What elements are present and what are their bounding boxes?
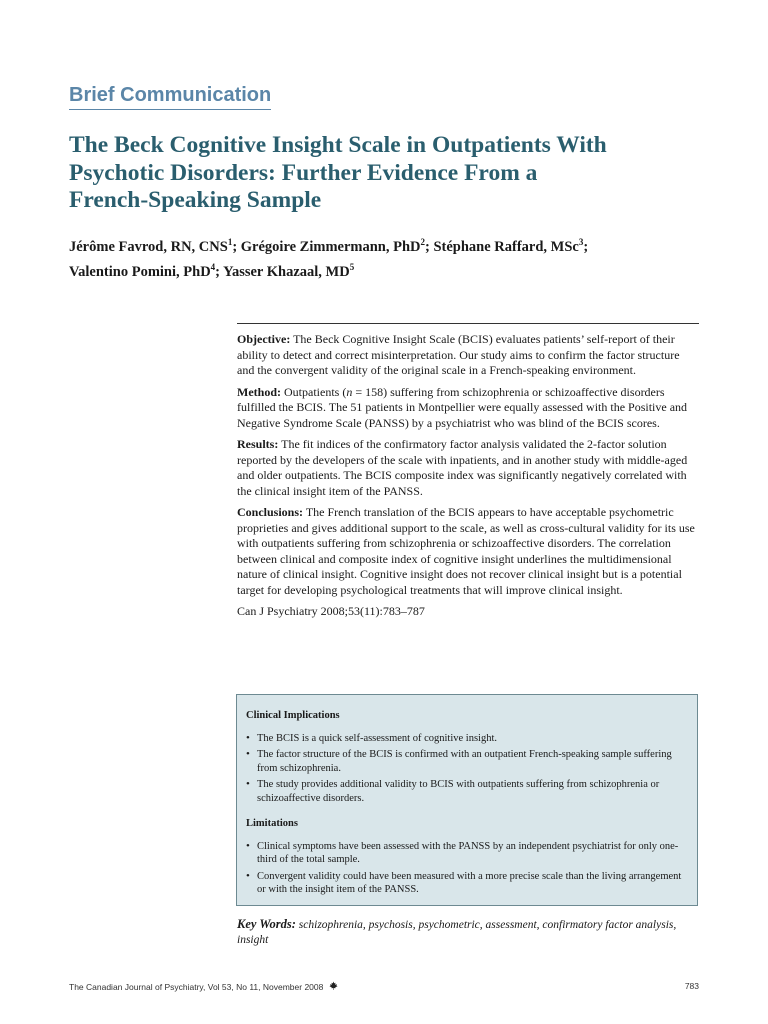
affiliation-marker: 5 bbox=[349, 261, 355, 272]
author-name: Jérôme Favrod, RN, CNS bbox=[69, 238, 228, 255]
implications-heading: Clinical Implications bbox=[246, 710, 340, 721]
page-number: 783 bbox=[684, 981, 699, 991]
abstract-text: The Beck Cognitive Insight Scale (BCIS) evaluates patients’ self-report of their ability to detect and correct misinterpretation. Our study aims to confirm the factor structure and the convergent validity of the original scale in a French-speaking environment. bbox=[237, 332, 680, 377]
author-name: Valentino Pomini, PhD bbox=[69, 263, 211, 280]
footer-journal bbox=[69, 981, 338, 993]
affiliation-marker: 2 bbox=[420, 237, 426, 247]
keywords-text: schizophrenia, psychosis, psychometric, assessment, confirmatory factor analysis, insight bbox=[237, 919, 677, 946]
abstract-variable: n bbox=[346, 384, 353, 399]
abstract-method bbox=[237, 385, 699, 432]
title-line: French-Speaking Sample bbox=[69, 187, 322, 213]
abstract-results bbox=[237, 437, 699, 499]
abstract-text: The French translation of the BCIS appears to have acceptable psychometric proprieties and gives additional support to the scale, as well as cross-cultural validity for its use with outpatients suffering from schizophrenia or schizoaffective disorders. The correlation between clinical and composite index of cognitive insight underlines the multidimensional nature of clinical insight. Cognitive insight does not recover clinical insight but is a potential target for developing psychological treatments that will improve clinical insight. bbox=[237, 505, 695, 597]
abstract-objective bbox=[237, 332, 699, 379]
title-line: The Beck Cognitive Insight Scale in Outpatients With bbox=[69, 132, 607, 158]
list-item: • The factor structure of the BCIS is confirmed with an outpatient French-speaking sample suffering from schizophrenia. bbox=[246, 748, 687, 775]
author-line bbox=[69, 232, 709, 257]
author-name: ; Yasser Khazaal, MD bbox=[215, 263, 350, 280]
article-title bbox=[69, 132, 709, 215]
citation: Can J Psychiatry 2008;53(11):783–787 bbox=[237, 604, 425, 618]
list-item: • Convergent validity could have been measured with a more precise scale than the living arrangement or with the insight item of the PANSS. bbox=[246, 870, 687, 897]
list-item: • The study provides additional validity to BCIS with outpatients suffering from schizophrenia or schizoaffective disorders. bbox=[246, 778, 687, 805]
author-name: ; Stéphane Raffard, MSc bbox=[425, 238, 579, 255]
implications-list bbox=[246, 732, 687, 806]
abstract-label: Method: bbox=[237, 384, 281, 399]
keywords bbox=[237, 917, 697, 948]
author-line bbox=[69, 257, 709, 282]
list-item: • The BCIS is a quick self-assessment of cognitive insight. bbox=[246, 732, 687, 746]
abstract bbox=[237, 323, 699, 626]
title-line: Psychotic Disorders: Further Evidence From a bbox=[69, 159, 538, 186]
author-list bbox=[69, 232, 709, 282]
abstract-text: The fit indices of the confirmatory factor analysis validated the 2-factor solution reported by the developers of the scale with inpatients, and in another study with middle-aged and older outpatients. The BCIS composite index was significantly negatively correlated with the clinical insight item of the PANSS. bbox=[237, 437, 688, 498]
section-label: Brief Communication bbox=[69, 84, 271, 110]
limitations-list bbox=[246, 840, 687, 897]
abstract-conclusions bbox=[237, 505, 699, 598]
keywords-label: Key Words: bbox=[237, 917, 296, 931]
journal-name: The Canadian Journal of Psychiatry, Vol 53, No 11, November 2008 bbox=[69, 982, 324, 992]
abstract-label: Objective: bbox=[237, 332, 291, 346]
maple-leaf-icon bbox=[329, 981, 338, 993]
affiliation-marker: 4 bbox=[210, 261, 216, 272]
implications-box bbox=[236, 694, 698, 906]
abstract-label: Results: bbox=[237, 437, 279, 451]
affiliation-marker: 1 bbox=[227, 237, 233, 247]
page-footer bbox=[69, 981, 699, 995]
abstract-text: = 158) suffering from schizophrenia or schizoaffective disorders fulfilled the BCIS. The 51 patients in Montpellier were equally assessed with the Positive and Negative Syndrome Scale (PANSS) by a psychiatrist who was blind of the BCIS scores. bbox=[237, 384, 688, 430]
author-name: ; Grégoire Zimmermann, PhD bbox=[232, 238, 421, 255]
list-item: • Clinical symptoms have been assessed with the PANSS by an independent psychiatrist for only one-third of the total sample. bbox=[246, 840, 687, 867]
abstract-text: Outpatients ( bbox=[281, 384, 347, 399]
author-separator: ; bbox=[583, 238, 589, 255]
affiliation-marker: 3 bbox=[578, 237, 584, 247]
limitations-heading: Limitations bbox=[246, 818, 298, 829]
abstract-label: Conclusions: bbox=[237, 505, 304, 519]
